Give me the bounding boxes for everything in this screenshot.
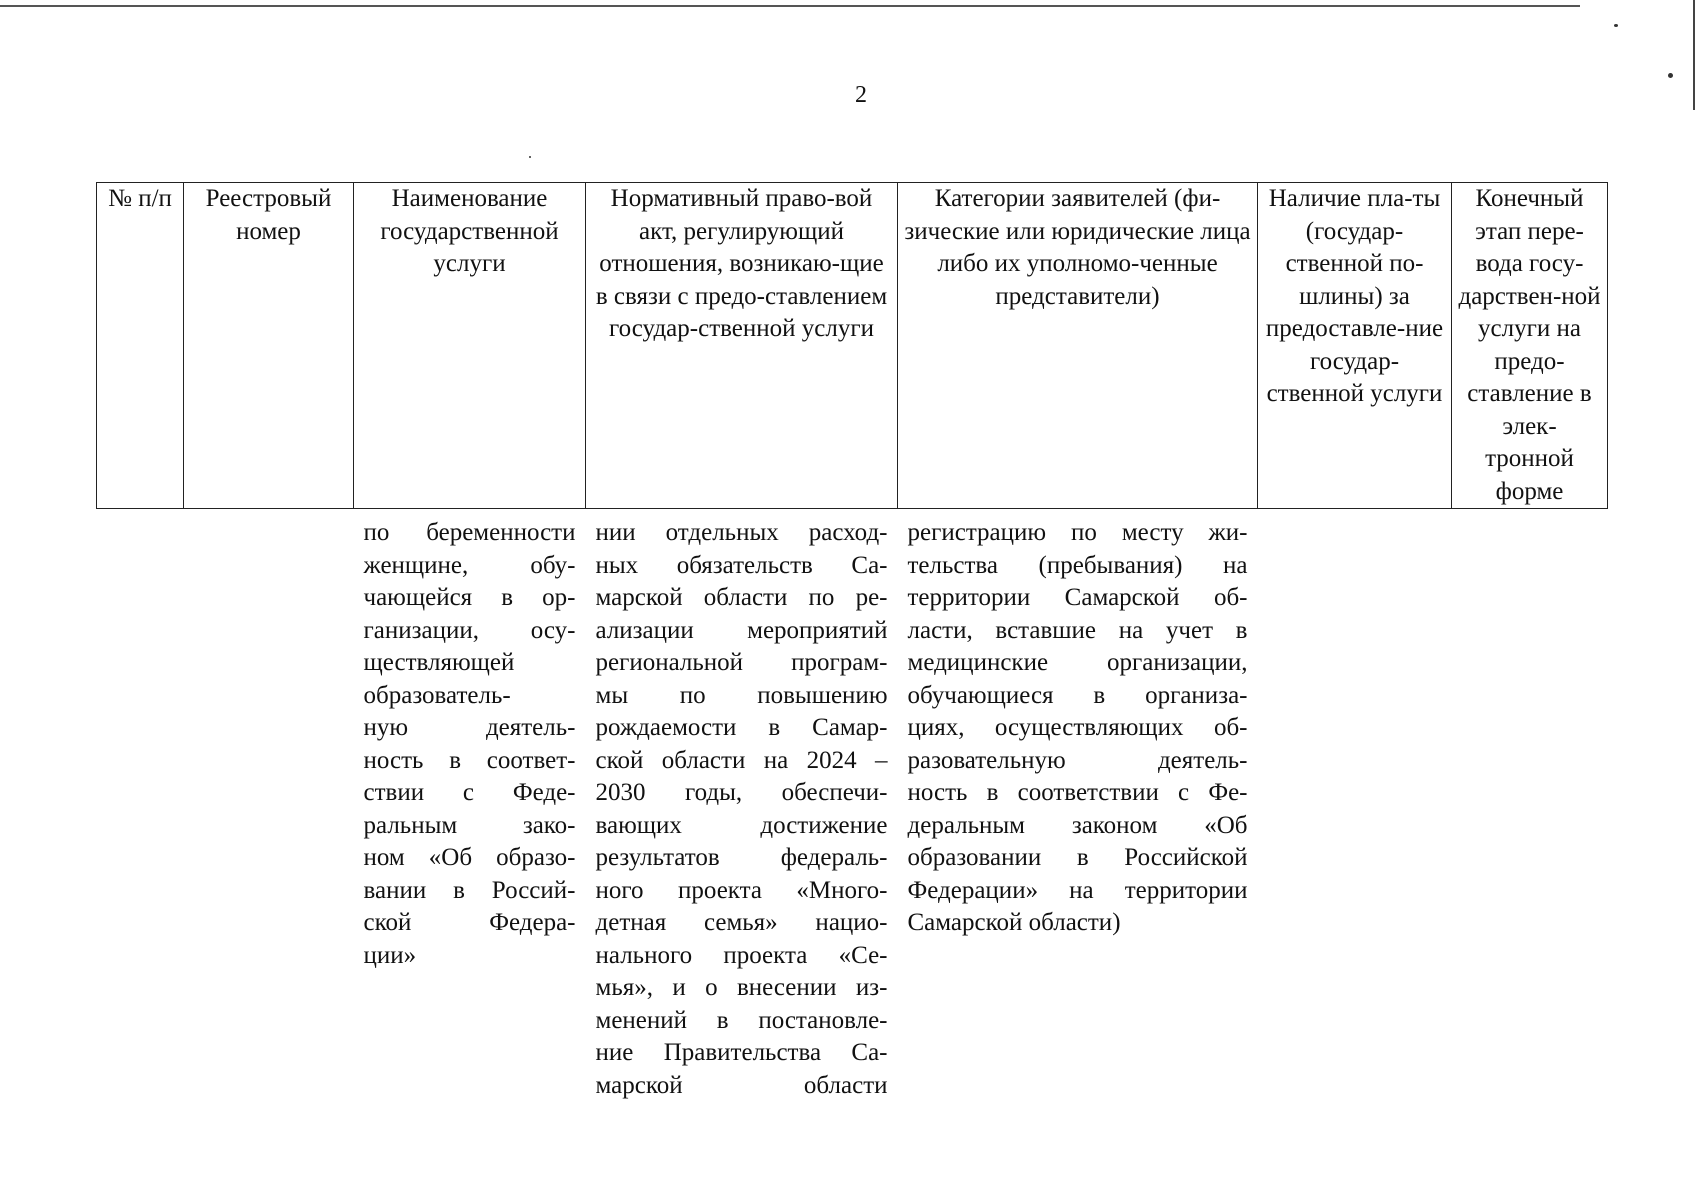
cell-number bbox=[97, 509, 184, 1103]
header-registry-number: Реестровый номер bbox=[184, 183, 354, 509]
scan-right-edge-rule bbox=[1693, 0, 1695, 110]
header-applicant-categories: Категории заявителей (фи-зические или юридические лица либо их уполномо-ченные представители) bbox=[898, 183, 1258, 509]
header-service-name: Наименование государственной услуги bbox=[354, 183, 586, 509]
header-fee: Наличие пла-ты (государ-ственной по-шлины) за предоставле-ние государ-ственной услуги bbox=[1258, 183, 1452, 509]
scan-speck bbox=[529, 156, 531, 158]
services-registry-table bbox=[96, 182, 1608, 1102]
service-name-text: по беременности женщине, обу- чающейся в ор- ганизации, осу- ществляющей образователь- ную деятель- ность в соответ- ствии с Феде- ральным зако- ном «Об образо- вании в Россий- ской Федера- ции» bbox=[363, 519, 576, 969]
table-header-row bbox=[97, 183, 1608, 509]
cell-electronic-stage bbox=[1452, 509, 1608, 1103]
table-row bbox=[97, 509, 1608, 1103]
cell-applicant-categories bbox=[898, 509, 1258, 1103]
cell-fee bbox=[1258, 509, 1452, 1103]
scan-top-rule bbox=[0, 5, 1580, 7]
scan-speck bbox=[1614, 24, 1618, 27]
applicant-categories-text: регистрацию по месту жи- тельства (пребывания) на территории Самарской об- ласти, вставшие на учет в медицинские организации, обучающиеся в организа- циях, осуществляющих об- разовательную деятель- ность в соответствии с Фе- деральным законом «Об образовании в Российской Федерации» на территории Самарской области) bbox=[907, 519, 1248, 936]
page-number: 2 bbox=[855, 82, 867, 108]
cell-registry-number bbox=[184, 509, 354, 1103]
scan-speck bbox=[1668, 73, 1673, 78]
header-number: № п/п bbox=[97, 183, 184, 509]
legal-act-text: нии отдельных расход- ных обязательств Са- марской области по ре- ализации мероприятий региональной програм- мы по повышению рождаемости в Самар- ской области на 2024 – 2030 годы, обеспечи- вающих достижение результатов федераль- ного проекта «Много- детная семья» нацио- нального проекта «Се- мья», и о внесении из- менений в постановле- ние Правительства Са- марской области bbox=[595, 519, 888, 1099]
header-electronic-stage: Конечный этап пере-вода госу-дарствен-ной услуги на предо-ставление в элек-тронной форме bbox=[1452, 183, 1608, 509]
cell-legal-act bbox=[586, 509, 898, 1103]
header-legal-act: Нормативный право-вой акт, регулирующий отношения, возникаю-щие в связи с предо-ставлением государ-ственной услуги bbox=[586, 183, 898, 509]
cell-service-name bbox=[354, 509, 586, 1103]
